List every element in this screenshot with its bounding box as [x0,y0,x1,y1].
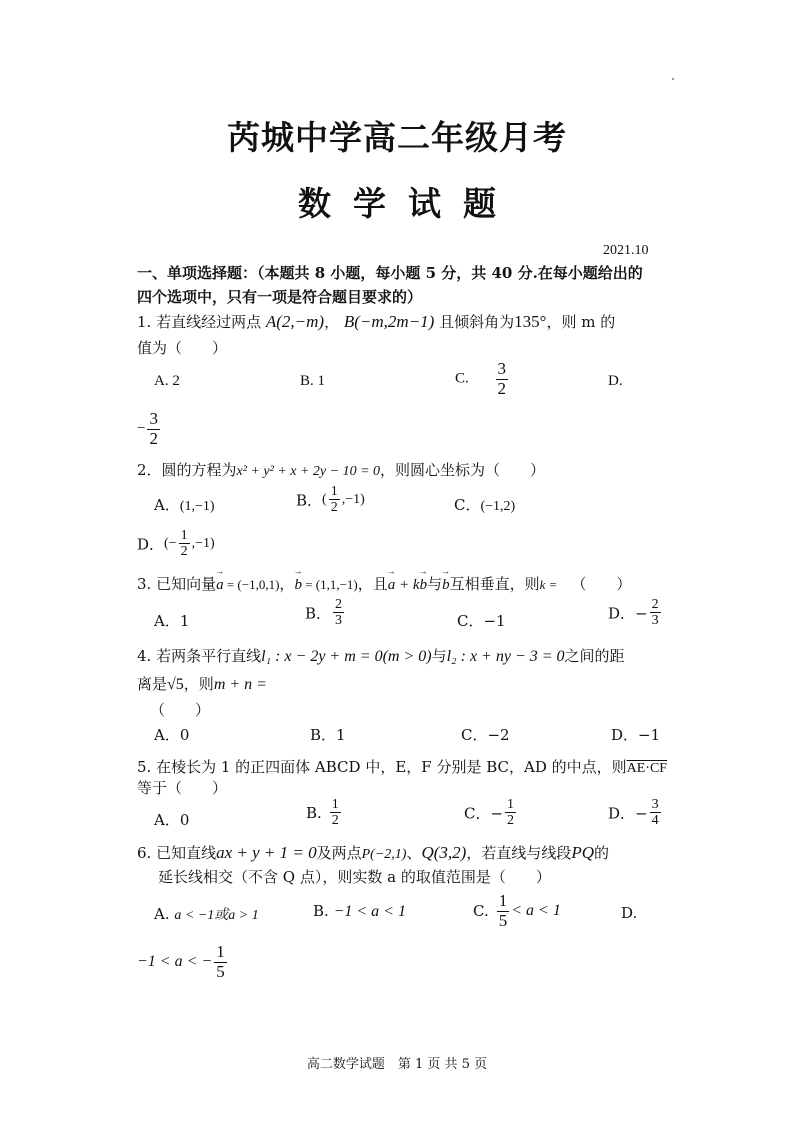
q6-b-value: −1 < a < 1 [333,903,406,920]
q3-expr-b: → b [420,577,428,594]
q1-option-c [455,360,510,398]
q2-d-label: D． [137,535,165,554]
subject-title: 数学试题 [298,184,518,223]
q1-sep: ， [324,313,340,331]
page-footer: 高二数学试题 第 1 页 共 5 页 [306,1057,488,1072]
q6-c-tail: < a < 1 [511,902,561,920]
q5-c-fraction [505,797,516,829]
q6-c-denominator: 5 [498,910,508,930]
q5-option-d [608,797,663,829]
q3-expr-plus-k: + k [395,577,420,593]
q6-c-fraction [497,892,510,930]
school-title: 芮城中学高二年级月考 [227,118,567,157]
q2-b-denominator: 2 [330,500,338,516]
q4-line2-prefix: 离是 [137,675,168,693]
q1-suffix: ，则 m 的 [546,313,616,331]
q1-option-a: A. 2 [154,373,180,389]
q5-b-fraction [330,797,341,829]
q3-vector-b: → b [294,577,302,594]
q1-point-b: B(−m,2m−1) [343,312,435,331]
q4-paren: （ ） [150,701,211,719]
q3-d-numerator: 2 [651,597,659,612]
q2-d-denominator: 2 [180,544,188,560]
q2-b-numerator: 1 [330,484,338,499]
q3-paren: （ ） [571,575,632,593]
q2-option-d [137,528,215,560]
q2-b-label: B． [296,491,323,510]
q6-option-b [313,902,406,921]
q2-d-close: ,−1) [191,535,215,551]
q4-line2-suffix: ，则 [183,675,214,693]
q6-point-p: P(−2,1) [361,847,407,862]
q4-line-l2: l₂ : x + ny − 3 = 0 [446,648,565,665]
q4-suffix: 之间的距 [564,647,625,665]
q2-a-label: A． [154,496,180,514]
q2-c-value: (−1,2) [480,499,516,514]
q6-suffix: ，若直线与线段 [466,844,572,862]
q3-b-numerator: 2 [335,597,343,612]
q3-d-denominator: 3 [651,613,659,629]
q6-d-numerator: 1 [216,942,225,961]
q3-vector-b-ref: → b [442,577,450,594]
q1-point-a: A(2,−m) [265,312,325,331]
section-heading-line2: 四个选项中，只有一项是符合题目要求的） [137,288,423,306]
q4-sqrt: √5 [167,676,184,693]
q4-line-l1: l₁ : x − 2y + m = 0(m > 0) [261,648,432,665]
question-5-stem [137,756,667,777]
q2-prefix: 2．圆的方程为 [137,461,237,479]
question-5-line2: 等于（ ） [137,779,228,797]
q5-c-numerator: 1 [507,797,515,812]
q3-vector-b-value: = (1,1,−1) [301,577,358,592]
question-3-stem [137,573,631,594]
q1-d-denominator: 2 [149,428,158,448]
q2-d-fraction [179,528,190,560]
q6-a-label: A. [154,905,170,923]
q6-mid: 及两点 [316,844,362,862]
q3-mid: ，且 [357,575,388,593]
q3-b-fraction [333,597,344,629]
question-1-stem [137,311,615,332]
q6-b-label: B. [313,902,329,920]
q6-d-denominator: 5 [216,961,225,981]
q4-option-b: B．1 [310,726,346,744]
q6-point-q: Q(3,2) [421,843,467,862]
q4-prefix: 4. 若两条平行直线 [137,647,262,665]
q2-d-numerator: 1 [180,528,188,543]
q6-sep: 、 [406,844,422,862]
q3-b-label: B． [305,604,332,623]
question-4-stem [137,645,625,666]
q6-d-fraction [214,943,227,981]
q4-option-a: A．0 [154,726,190,744]
question-6-stem [137,842,609,863]
q3-comma: ， [279,575,295,593]
q6-option-a [154,904,259,924]
q3-mid2: 与 [427,575,443,593]
exam-date: 2021.10 [603,243,649,258]
q3-expr-a: → a [388,577,396,594]
q2-option-c [454,494,515,515]
question-2-stem [137,459,545,480]
q5-d-numerator: 3 [651,797,659,812]
q2-a-value: (1,−1) [179,499,215,514]
q2-suffix: ，则圆心坐标为（ ） [380,461,546,479]
section-heading-line1: 一、单项选择题：（本题共 8 小题，每小题 5 分，共 40 分.在每小题给出的 [137,264,643,282]
q2-equation: x² + y² + x + 2y − 10 = 0 [236,464,381,479]
q3-option-b [305,597,346,629]
q5-option-a: A．0 [154,811,190,829]
q5-b-denominator: 2 [331,813,339,829]
q3-b-denominator: 3 [335,613,343,629]
q5-option-c [464,797,518,829]
q3-suffix: 互相垂直，则 [449,575,540,593]
q4-mid: 与 [431,647,447,665]
q5-b-label: B. [306,803,322,822]
q6-d-head: −1 < a < − [137,953,213,971]
q3-option-c: C．−1 [457,612,506,630]
question-4-line2 [137,673,267,694]
q1-d-sign: − [137,420,146,437]
q3-prefix: 3. 已知向量 [137,575,217,593]
q6-a-value: a < −1或a > 1 [174,908,259,923]
q1-option-d-label: D. [608,373,623,389]
q1-c-numerator: 3 [497,359,507,378]
q3-vector-a-value: = (−1,0,1) [223,577,280,592]
q1-mid: 且倾斜角为 [439,313,515,331]
q4-option-c: C．−2 [461,726,510,744]
q3-k-equals: k = [539,577,558,592]
q6-line-eq: ax + y + 1 = 0 [216,843,317,862]
q5-option-b [306,797,343,829]
q2-option-b [296,484,365,516]
q6-c-numerator: 1 [498,891,508,910]
question-1-line2: 值为（ ） [137,339,228,357]
q3-d-label: D．− [608,604,648,623]
q3-d-fraction [650,597,661,629]
q3-option-a: A．1 [154,612,190,630]
q1-c-denominator: 2 [497,378,507,398]
q5-c-label: C．− [464,804,504,823]
q2-b-close: ,−1) [341,491,365,507]
q2-d-open: (− [164,535,177,551]
q1-d-numerator: 3 [149,409,158,428]
q5-d-fraction [650,797,661,829]
scan-speck [672,78,674,80]
q2-c-label: C． [454,496,481,514]
q2-b-fraction [329,484,340,516]
q6-option-c [473,892,561,930]
q6-option-d-value [137,943,229,981]
q6-c-label: C. [473,902,489,921]
q1-option-c-fraction [496,360,509,398]
q6-pq: PQ [571,843,595,862]
q1-option-b: B. 1 [300,373,326,389]
q1-option-d-value [137,410,162,448]
q1-option-d-fraction [147,410,160,448]
q5-d-denominator: 4 [651,813,659,829]
q5-line1: 5. 在棱长为 1 的正四面体 ABCD 中，E，F 分别是 BC，AD 的中点，则 [137,758,627,776]
q5-vectors: AE·CF [626,761,668,776]
q5-d-label: D．− [608,804,648,823]
q5-c-denominator: 2 [507,813,515,829]
q3-vector-a: → a [216,577,224,594]
q4-sum: m + n = [213,676,267,693]
q2-b-open: ( [322,491,327,507]
q5-b-numerator: 1 [331,797,339,812]
q4-option-d: D．−1 [611,726,661,744]
q3-option-d [608,597,663,629]
q2-option-a [154,494,215,515]
q6-prefix: 6. 已知直线 [137,844,217,862]
q1-angle: 135° [514,312,547,331]
q6-suffix2: 的 [594,844,610,862]
q1-option-c-label: C. [455,370,469,387]
q6-option-d-label: D. [621,904,638,922]
q1-prefix: 1. 若直线经过两点 [137,313,262,331]
question-6-line2: 延长线相交（不含 Q 点），则实数 a 的取值范围是（ ） [158,868,551,886]
